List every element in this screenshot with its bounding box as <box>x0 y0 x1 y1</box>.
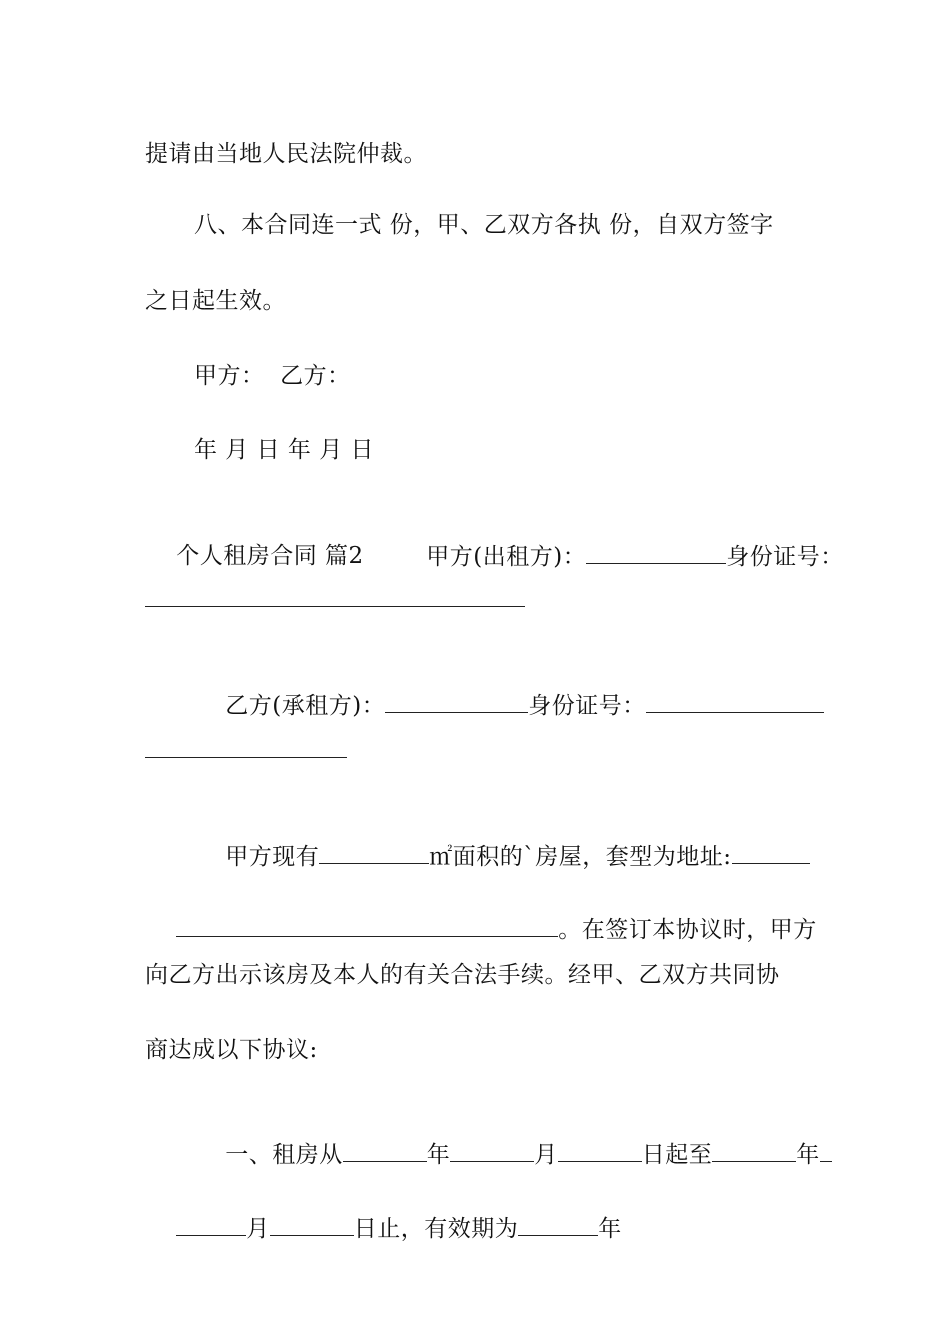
address-blank <box>732 841 810 864</box>
property-area-text: ㎡面积的`房屋，套型为地址: <box>429 844 732 870</box>
text-line: 之日起生效。 <box>145 288 286 314</box>
section-title: 个人租房合同 篇2 <box>176 543 364 569</box>
validity-years-blank <box>518 1213 598 1236</box>
text-line: 提请由当地人民法院仲裁。 <box>145 141 427 167</box>
landlord-name-blank <box>586 541 726 564</box>
landlord-label: 甲方(出租方)： <box>426 544 587 570</box>
validity-label: 日止，有效期为 <box>353 1216 519 1242</box>
month-label: 月 <box>534 1142 558 1168</box>
until-label: 日起至 <box>641 1142 713 1168</box>
start-day-blank <box>558 1139 642 1162</box>
tenant-id-blank-continued <box>145 757 347 758</box>
property-intro: 甲方现有 <box>225 844 320 870</box>
id-number-label: 身份证号： <box>726 544 844 570</box>
tenant-line <box>194 660 824 751</box>
agreement-text: 。在签订本协议时，甲方 <box>558 917 817 943</box>
end-month-blank-continued <box>176 1213 246 1236</box>
landlord-id-blank <box>145 606 525 607</box>
section-heading-line <box>145 511 364 601</box>
text-line: 八、本合同连一式 份，甲、乙双方各执 份，自双方签字 <box>194 212 774 238</box>
tenant-label: 乙方(承租方)： <box>225 693 386 719</box>
tenant-id-blank <box>646 690 824 713</box>
start-year-blank <box>343 1139 427 1162</box>
rental-period-line-continued <box>145 1183 622 1274</box>
year-label: 年 <box>796 1142 820 1168</box>
area-blank <box>319 841 429 864</box>
start-month-blank <box>450 1139 534 1162</box>
text-line: 向乙方出示该房及本人的有关合法手续。经甲、乙双方共同协 <box>145 962 780 988</box>
signature-parties-line: 甲方： 乙方： <box>194 363 351 389</box>
id-number-label: 身份证号： <box>528 693 646 719</box>
year-label: 年 <box>426 1142 451 1168</box>
landlord-line <box>395 511 844 602</box>
rental-from-label: 一、租房从 <box>225 1142 343 1168</box>
end-year-blank <box>712 1139 796 1162</box>
year-label: 年 <box>598 1216 622 1242</box>
end-day-blank <box>270 1213 354 1236</box>
address-blank-continued <box>176 914 558 937</box>
month-label: 月 <box>246 1216 270 1242</box>
signature-date-line: 年 月 日 年 月 日 <box>194 437 375 463</box>
end-month-blank <box>820 1139 832 1162</box>
tenant-name-blank <box>385 690 528 713</box>
text-line: 商达成以下协议: <box>145 1037 318 1063</box>
